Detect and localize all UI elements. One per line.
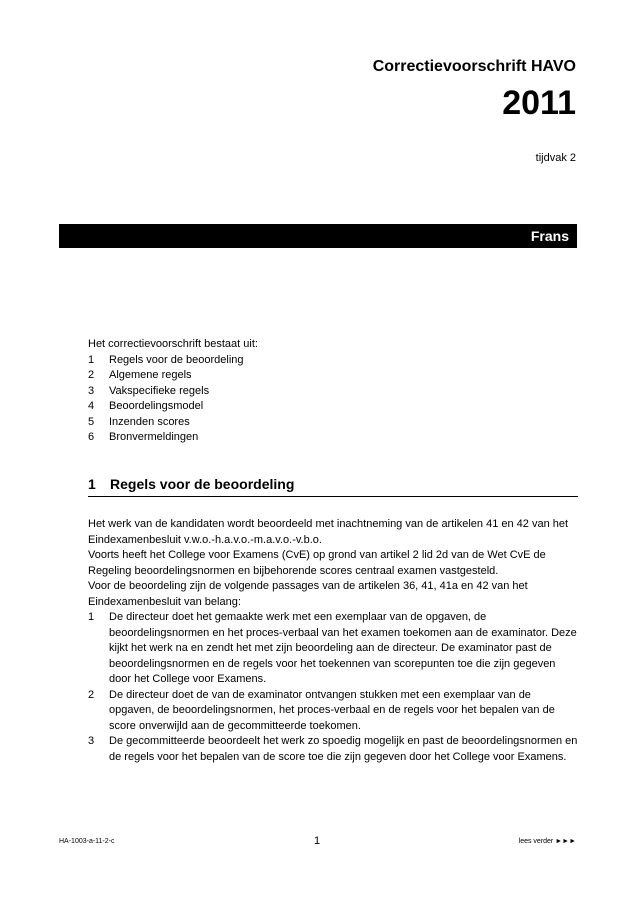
contents-item bbox=[88, 384, 578, 400]
page-number: 1 bbox=[314, 835, 321, 847]
contents-item-label: Algemene regels bbox=[109, 369, 192, 381]
document-title: Correctievoorschrift HAVO bbox=[372, 58, 576, 75]
numbered-item bbox=[88, 734, 578, 765]
subject-label: Frans bbox=[530, 228, 569, 244]
contents-item-number: 6 bbox=[88, 431, 95, 443]
contents-item bbox=[88, 399, 578, 415]
item-text: De gecommitteerde beoordeelt het werk zo spoedig mogelijk en past de beoordelingsnormen en de regels voor het bepalen van de score toe die zijn gegeven door het College voor Examens. bbox=[109, 735, 578, 763]
contents-list bbox=[88, 353, 578, 446]
section-body bbox=[88, 517, 578, 765]
paragraph: Voorts heeft het College voor Examens (CvE) op grond van artikel 2 lid 2d van de Wet CvE de Regeling beoordelingsnormen en bijbehorende scores centraal examen vastgesteld. bbox=[88, 549, 546, 577]
contents-item-number: 4 bbox=[88, 400, 95, 412]
item-number: 3 bbox=[88, 735, 95, 747]
exam-year: 2011 bbox=[502, 84, 576, 122]
contents-item bbox=[88, 415, 578, 431]
item-number: 1 bbox=[88, 611, 95, 623]
contents-lead: Het correctievoorschrift bestaat uit: bbox=[88, 338, 258, 350]
contents-item-label: Bronvermeldingen bbox=[109, 431, 199, 443]
item-text: De directeur doet de van de examinator ontvangen stukken met een exemplaar van de opgaven, de beoordelingsnormen, het proces-verbaal en de regels voor het bepalen van de score onverwijld aan de gecommitteerde toekomen. bbox=[109, 688, 555, 732]
numbered-item bbox=[88, 688, 578, 735]
document-code: HA-1003-a-11-2-c bbox=[59, 838, 115, 845]
continue-note: lees verder ►►► bbox=[518, 838, 576, 845]
item-text: De directeur doet het gemaakte werk met een exemplaar van de opgaven, de beoordelingsnormen en het proces-verbaal van het examen toekomen aan de examinator. Deze kijkt het werk na en zendt het met zijn beoordeling aan de directeur. De examinator past de beoordelingsnormen en de regels voor het toekennen van scorepunten toe die zijn gegeven door het College voor Examens. bbox=[109, 611, 577, 685]
paragraph: Het werk van de kandidaten wordt beoordeeld met inachtneming van de artikelen 41 en 42 van het Eindexamenbesluit v.w.o.-h.a.v.o.-m.a.v.o.-v.b.o. bbox=[88, 518, 569, 546]
contents-item-label: Inzenden scores bbox=[109, 415, 190, 428]
numbered-item bbox=[88, 610, 578, 688]
contents-item-number: 2 bbox=[88, 369, 95, 381]
item-number: 2 bbox=[88, 688, 95, 701]
exam-period: tijdvak 2 bbox=[535, 152, 576, 164]
section-number: 1 bbox=[88, 476, 96, 492]
contents-item-number: 3 bbox=[88, 384, 95, 397]
contents-item-number: 5 bbox=[88, 415, 95, 428]
contents-item-label: Regels voor de beoordeling bbox=[109, 353, 244, 366]
section-title: Regels voor de beoordeling bbox=[110, 476, 295, 492]
section-heading bbox=[88, 476, 294, 492]
contents-item bbox=[88, 353, 578, 369]
contents-overview bbox=[88, 337, 578, 446]
contents-item-label: Beoordelingsmodel bbox=[109, 400, 204, 412]
contents-item-number: 1 bbox=[88, 353, 95, 366]
contents-item-label: Vakspecifieke regels bbox=[109, 384, 210, 397]
numbered-list bbox=[88, 610, 578, 765]
contents-item bbox=[88, 368, 578, 384]
contents-item bbox=[88, 430, 578, 446]
paragraph: Voor de beoordeling zijn de volgende passages van de artikelen 36, 41, 41a en 42 van het Eindexamenbesluit van belang: bbox=[88, 580, 528, 608]
section-divider bbox=[88, 496, 578, 497]
subject-bar bbox=[59, 224, 577, 248]
